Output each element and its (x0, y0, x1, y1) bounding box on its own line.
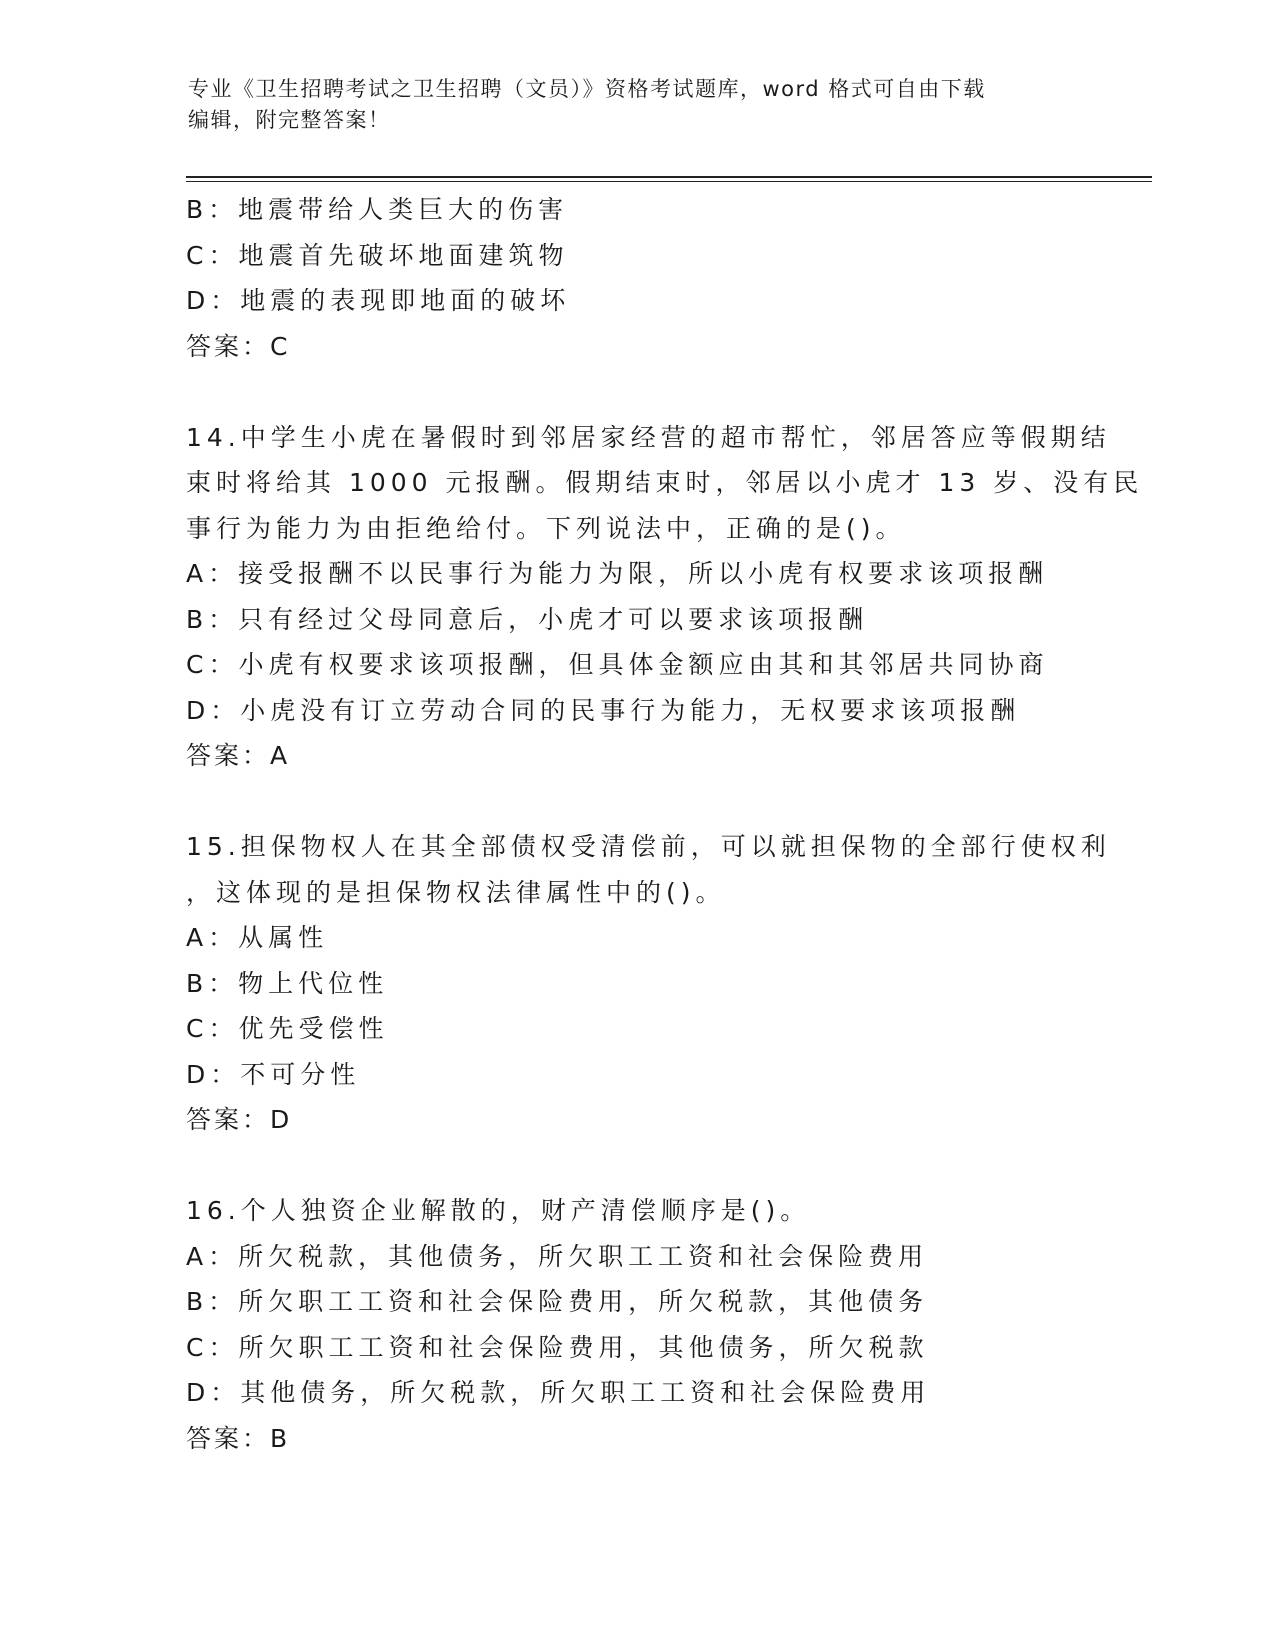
stem-line: 16.个人独资企业解散的，财产清偿顺序是()。 (186, 1196, 811, 1225)
spacer (186, 1143, 1086, 1189)
question-stem (186, 415, 1144, 552)
option-c: C：所欠职工工资和社会保险费用，其他债务，所欠税款 (186, 1332, 929, 1362)
question-stem (186, 1188, 1086, 1234)
question-list (186, 187, 1144, 1461)
option-c: C：优先受偿性 (186, 1014, 389, 1043)
stem-line: 15.担保物权人在其全部债权受清偿前，可以就担保物的全部行使权利 (186, 832, 1111, 861)
option-d: D：小虎没有订立劳动合同的民事行为能力，无权要求该项报酬 (186, 695, 1021, 725)
spacer (186, 779, 1086, 825)
header-rule-thin (186, 181, 1152, 182)
option-c: C：小虎有权要求该项报酬，但具体金额应由其和其邻居共同协商 (186, 650, 1049, 679)
stem-line: 14.中学生小虎在暑假时到邻居家经营的超市帮忙，邻居答应等假期结 (186, 422, 1111, 452)
option-d: D：地震的表现即地面的破坏 (186, 286, 571, 315)
stem-line: 事行为能力为由拒绝给付。下列说法中，正确的是()。 (186, 513, 906, 543)
options (186, 1234, 1086, 1416)
answer: 答案：C (186, 331, 291, 361)
stem-line: 束时将给其 1000 元报酬。假期结束时，邻居以小虎才 13 岁、没有民 (186, 468, 1144, 497)
spacer (186, 369, 1086, 415)
page-header (188, 74, 1068, 136)
question-14 (186, 415, 1144, 779)
answer: 答案：B (186, 1423, 291, 1453)
option-b: B：物上代位性 (186, 968, 389, 998)
question-15 (186, 824, 1111, 1143)
option-b: B：所欠职工工资和社会保险费用，所欠税款，其他债务 (186, 1287, 929, 1316)
option-a: A：从属性 (186, 923, 329, 952)
options (186, 187, 1086, 324)
option-b: B：只有经过父母同意后，小虎才可以要求该项报酬 (186, 604, 869, 634)
option-a: A：接受报酬不以民事行为能力为限，所以小虎有权要求该项报酬 (186, 559, 1049, 588)
question-16 (186, 1188, 1086, 1461)
answer: 答案：A (186, 741, 291, 770)
option-b: B：地震带给人类巨大的伤害 (186, 195, 569, 224)
option-a: A：所欠税款，其他债务，所欠职工工资和社会保险费用 (186, 1241, 929, 1271)
options (186, 915, 1086, 1097)
option-c: C：地震首先破坏地面建筑物 (186, 240, 569, 270)
stem-line: ，这体现的是担保物权法律属性中的()。 (186, 877, 726, 907)
question-13 (186, 187, 1086, 369)
option-d: D：其他债务，所欠税款，所欠职工工资和社会保险费用 (186, 1378, 931, 1407)
answer: 答案：D (186, 1105, 293, 1134)
question-stem (186, 824, 1111, 915)
options (186, 551, 1086, 733)
header-line-2: 编辑，附完整答案！ (188, 108, 391, 132)
header-line-1: 专业《卫生招聘考试之卫生招聘（文员）》资格考试题库，word 格式可自由下载 (188, 77, 986, 101)
header-rule-thick (186, 176, 1152, 178)
option-d: D：不可分性 (186, 1059, 361, 1089)
